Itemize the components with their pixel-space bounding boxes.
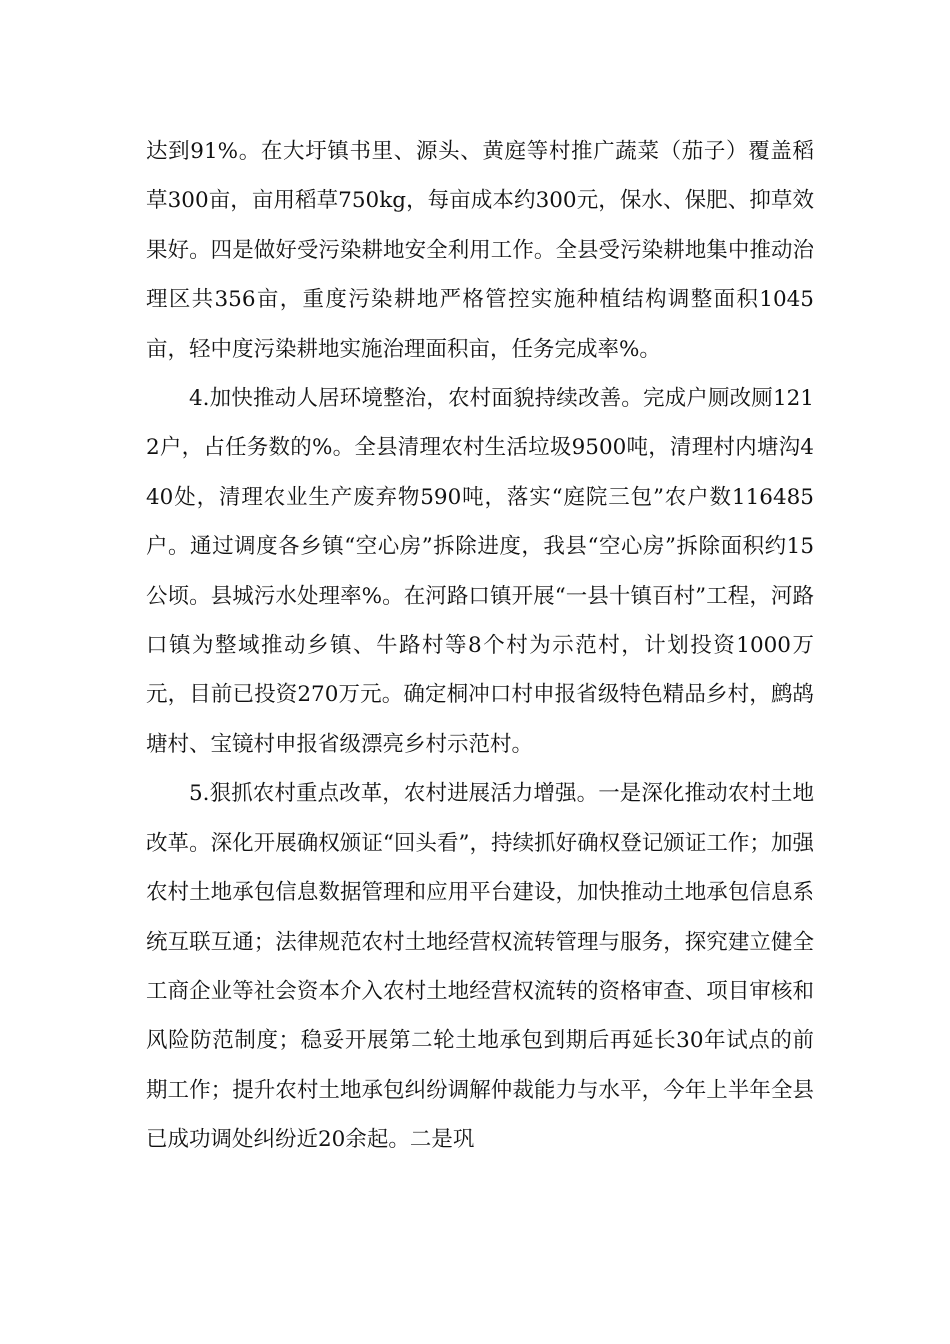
paragraph-2: 4.加快推动人居环境整治，农村面貌持续改善。完成户厕改厕1212户，占任务数的%。全县清理农村生活垃圾9500吨，清理村内塘沟440处，清理农业生产废弃物590吨，落实“庭院三包”农户数116485户。通过调度各乡镇“空心房”拆除进度，我县“空心房”拆除面积约15公顷。县城污水处理率%。在河路口镇开展“一县十镇百村”工程，河路口镇为整域推动乡镇、牛路村等8个村为示范村，计划投资1000万元，目前已投资270万元。确定桐冲口村申报省级特色精品乡村，鹧鸪塘村、宝镜村申报省级漂亮乡村示范村。 <box>146 386 814 757</box>
paragraph-1: 达到91%。在大圩镇书里、源头、黄庭等村推广蔬菜（茄子）覆盖稻草300亩，亩用稻草750kg，每亩成本约300元，保水、保肥、抑草效果好。四是做好受污染耕地安全利用工作。全县受污染耕地集中推动治理区共356亩，重度污染耕地严格管控实施种植结构调整面积1045亩，轻中度污染耕地实施治理面积亩，任务完成率%。 <box>146 139 814 362</box>
document-body <box>146 127 814 1165</box>
paragraph-3: 5.狠抓农村重点改革，农村进展活力增强。一是深化推动农村土地改革。深化开展确权颁证“回头看”，持续抓好确权登记颁证工作；加强农村土地承包信息数据管理和应用平台建设，加快推动土地承包信息系统互联互通；法律规范农村土地经营权流转管理与服务，探究建立健全工商企业等社会资本介入农村土地经营权流转的资格审查、项目审核和风险防范制度；稳妥开展第二轮土地承包到期后再延长30年试点的前期工作；提升农村土地承包纠纷调解仲裁能力与水平，今年上半年全县已成功调处纠纷近20余起。二是巩 <box>146 781 814 1153</box>
